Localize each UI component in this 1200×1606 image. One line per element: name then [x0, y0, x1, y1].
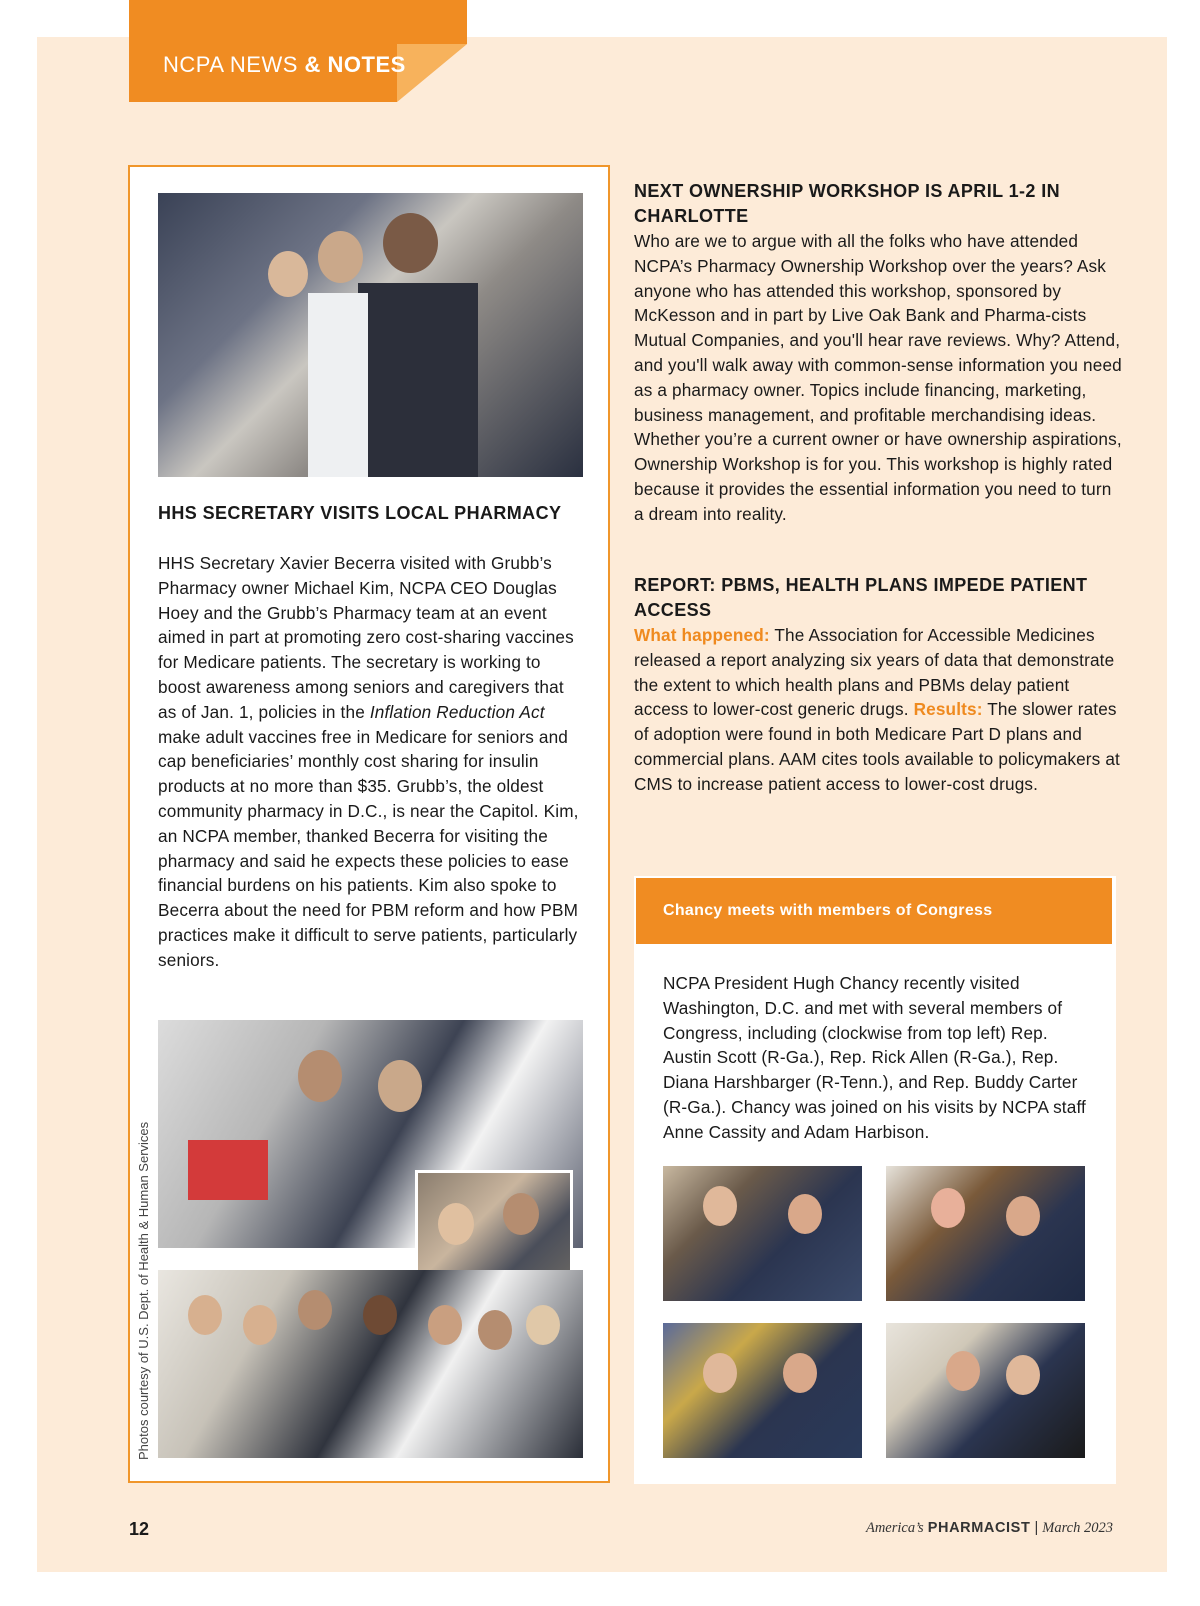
chancy-photo-carter [663, 1323, 862, 1458]
photo-figure [703, 1186, 737, 1226]
photo-figure [1006, 1355, 1040, 1395]
hhs-body-part1: HHS Secretary Xavier Becerra visited with Grubb’s Pharmacy owner Michael Kim, NCPA CEO Douglas Hoey and the Grubb’s Pharmacy team at an event aimed in part at promoting zero cost-sharing vaccines for Medicare patients. The secretary is working to boost awareness among seniors and caregivers that as of Jan. 1, policies in the [158, 553, 574, 722]
page-number: 12 [129, 1519, 150, 1539]
hhs-body-part2: make adult vaccines free in Medicare for seniors and cap beneficiaries’ monthly cost sharing for insulin products at no more than $35. Grubb’s, the oldest community pharmacy in D.C., is near the Capitol. Kim, an NCPA member, thanked Becerra for visiting the pharmacy and said he expects these policies to ease financial burdens on his patients. Kim also spoke to Becerra about the need for PBM reform and how PBM practices make it difficult to serve patients, particularly seniors. [158, 726, 579, 970]
photo-figure [946, 1351, 980, 1391]
hhs-body-italic: Inflation Reduction Act [369, 701, 545, 722]
photo-figure [703, 1353, 737, 1393]
report-text-1: The Association for Accessible Medicines released a report analyzing six years of data that demonstrate the extent to which health plans and PBMs delay patient access to lower-cost generic drugs. [634, 625, 1115, 720]
section-tab [129, 0, 467, 102]
photo-figure [1006, 1196, 1040, 1236]
report-text-2: The slower rates of adoption were found in both Medicare Part D plans and commercial plans. AAM cites tools available to policymakers at CMS to increase patient access to lower-cost drugs. [634, 699, 1120, 794]
report-label-what-happened: What happened: [634, 625, 770, 645]
photo-figure [243, 1305, 277, 1345]
footer-magazine-italic: America’s [865, 1520, 924, 1536]
chancy-photo-scott [663, 1166, 862, 1301]
photo-figure [378, 1060, 422, 1112]
photo-figure [526, 1305, 560, 1345]
workshop-body: Who are we to argue with all the folks who have attended NCPA’s Pharmacy Ownership Workshop over the years? Ask anyone who has attended this workshop, sponsored by McKesson and in part by Live Oak Bank and Pharma-cists Mutual Companies, and you'll hear rave reviews. Why? Attend, and you'll walk away with common-sense information you need as a pharmacy owner. Topics include financing, marketing, business management, and profitable merchandising ideas. Whether you’re a current owner or have ownership aspirations, Ownership Workshop is for you. This workshop is highly rated because it provides the essential information you need to turn a dream into reality. [634, 231, 1122, 524]
photo-figure [438, 1203, 474, 1245]
chancy-photo-allen [886, 1166, 1085, 1301]
photo-figure [478, 1310, 512, 1350]
chancy-sidebar-title: Chancy meets with members of Congress [663, 902, 993, 919]
photo-figure [931, 1188, 965, 1228]
becerra-podium-photo [158, 193, 583, 477]
pharmacy-team-group-photo [158, 1270, 583, 1458]
report-label-results: Results: [913, 699, 983, 720]
photo-figure [298, 1290, 332, 1330]
workshop-heading: NEXT OWNERSHIP WORKSHOP IS APRIL 1-2 IN CHARLOTTE [634, 181, 1060, 226]
photo-coat [308, 293, 368, 477]
photo-figure [503, 1193, 539, 1235]
photo-baskets [188, 1140, 268, 1200]
photo-figure [783, 1353, 817, 1393]
chancy-sidebar-body: NCPA President Hugh Chancy recently visited Washington, D.C. and met with several members of Congress, including (clockwise from top left) Rep. Austin Scott (R-Ga.), Rep. Rick Allen (R-Ga.), Rep. Diana Harshbarger (R-Tenn.), and Rep. Buddy Carter (R-Ga.). Chancy was joined on his visits by NCPA staff Anne Cassity and Adam Harbison. [663, 973, 1086, 1142]
magazine-footer [866, 1520, 1113, 1537]
photo-credit: Photos courtesy of U.S. Dept. of Health & Human Services [136, 1121, 151, 1460]
photo-figure [318, 231, 363, 283]
footer-magazine-title: PHARMACIST [927, 1520, 1031, 1536]
photo-figure [298, 1050, 342, 1102]
photo-figure [188, 1295, 222, 1335]
report-body [634, 623, 1124, 797]
report-heading: REPORT: PBMS, HEALTH PLANS IMPEDE PATIENT ACCESS [634, 575, 1088, 620]
hhs-heading: HHS SECRETARY VISITS LOCAL PHARMACY [158, 503, 562, 523]
photo-figure [383, 213, 438, 273]
photo-figure [788, 1194, 822, 1234]
section-tab-label [163, 52, 406, 78]
footer-separator: | [1034, 1520, 1039, 1536]
section-tab-label-part2: & NOTES [304, 52, 406, 77]
hhs-body [158, 551, 583, 973]
section-tab-shape [129, 0, 467, 102]
photo-figure [363, 1295, 397, 1335]
section-tab-label-part1: NCPA NEWS [163, 52, 305, 77]
footer-date: March 2023 [1042, 1520, 1113, 1536]
chancy-photo-harshbarger [886, 1323, 1085, 1458]
photo-figure [268, 251, 308, 297]
photo-suit [358, 283, 478, 477]
photo-figure [428, 1305, 462, 1345]
